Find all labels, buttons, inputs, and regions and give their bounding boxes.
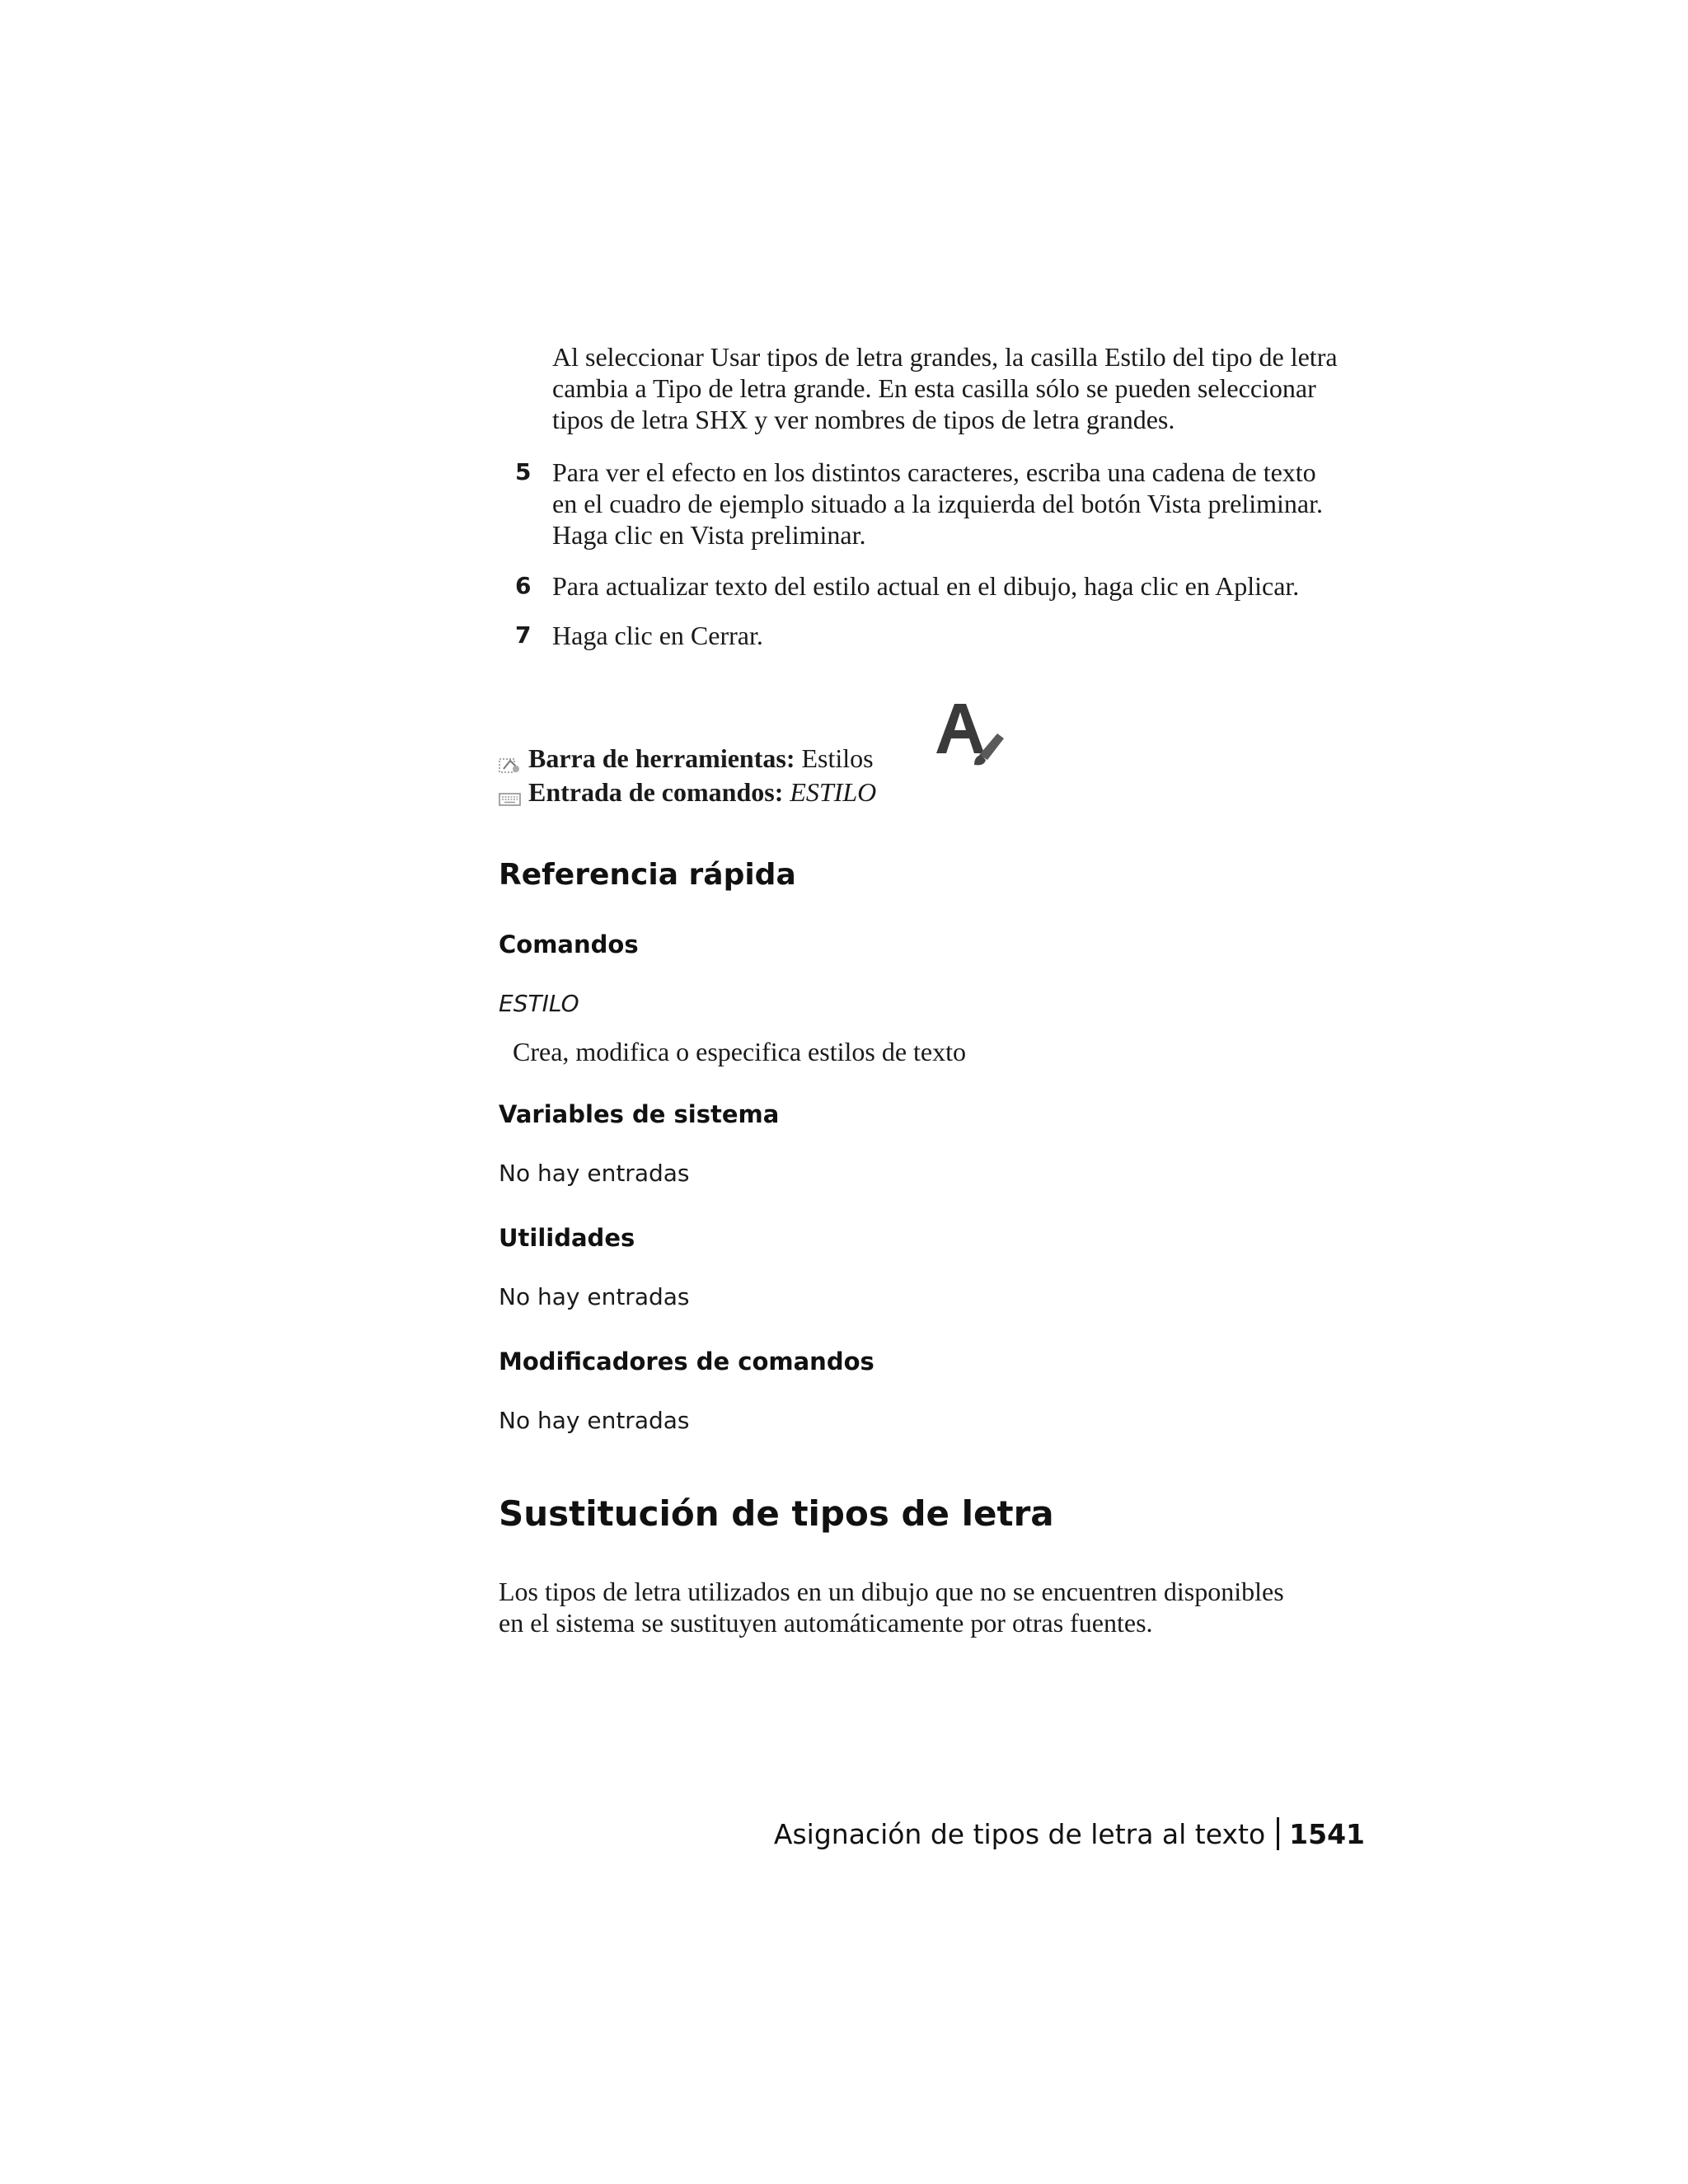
command-description: Crea, modifica o especifica estilos de texto: [513, 1037, 967, 1066]
sysvars-heading: Variables de sistema: [499, 1100, 780, 1128]
step-number: 6: [515, 572, 532, 599]
utilities-text: No hay entradas: [499, 1283, 690, 1310]
step-number: 5: [515, 458, 532, 485]
toolbar-access: [499, 743, 874, 774]
footer-chapter: Asignación de tipos de letra al texto: [773, 1818, 1266, 1850]
command-label: Entrada de comandos:: [528, 777, 784, 807]
intro-line: Al seleccionar Usar tipos de letra grandes, la casilla Estilo del tipo de letra: [552, 342, 1338, 372]
intro-paragraph: [552, 341, 1338, 435]
command-access: [499, 776, 876, 808]
command-value: ESTILO: [790, 777, 877, 807]
toolbar-value: Estilos: [801, 743, 874, 773]
section-paragraph: [499, 1576, 1284, 1638]
footer-separator: [1277, 1817, 1279, 1850]
page-number: 1541: [1289, 1818, 1365, 1850]
step-text: [552, 457, 1323, 551]
section-line: en el sistema se sustituyen automáticamente por otras fuentes.: [499, 1608, 1153, 1638]
page-footer: [774, 1816, 1365, 1853]
step-line: Haga clic en Cerrar.: [552, 621, 763, 650]
intro-line: cambia a Tipo de letra grande. En esta casilla sólo se pueden seleccionar: [552, 373, 1316, 403]
text-style-icon: [931, 697, 1010, 770]
step-line: Para ver el efecto en los distintos caracteres, escriba una cadena de texto: [552, 457, 1316, 487]
intro-line: tipos de letra SHX y ver nombres de tipos de letra grandes.: [552, 405, 1175, 434]
section-line: Los tipos de letra utilizados en un dibujo que no se encuentren disponibles: [499, 1577, 1284, 1606]
toolbar-icon: [499, 750, 522, 768]
section-heading: Sustitución de tipos de letra: [499, 1493, 1054, 1534]
utilities-heading: Utilidades: [499, 1224, 635, 1252]
step-line: Haga clic en Vista preliminar.: [552, 520, 866, 550]
step-text: [552, 620, 763, 651]
keyboard-icon: [499, 784, 522, 802]
commands-heading: Comandos: [499, 930, 639, 958]
quick-reference-heading: Referencia rápida: [499, 858, 796, 892]
modifiers-heading: Modificadores de comandos: [499, 1347, 874, 1376]
step-line: Para actualizar texto del estilo actual en el dibujo, haga clic en Aplicar.: [552, 571, 1300, 601]
command-name: ESTILO: [499, 990, 579, 1017]
toolbar-label: Barra de herramientas:: [528, 743, 795, 773]
step-line: en el cuadro de ejemplo situado a la izquierda del botón Vista preliminar.: [552, 489, 1323, 518]
step-number: 7: [515, 621, 532, 649]
step-text: [552, 570, 1299, 602]
modifiers-text: No hay entradas: [499, 1407, 690, 1434]
sysvars-text: No hay entradas: [499, 1160, 690, 1187]
